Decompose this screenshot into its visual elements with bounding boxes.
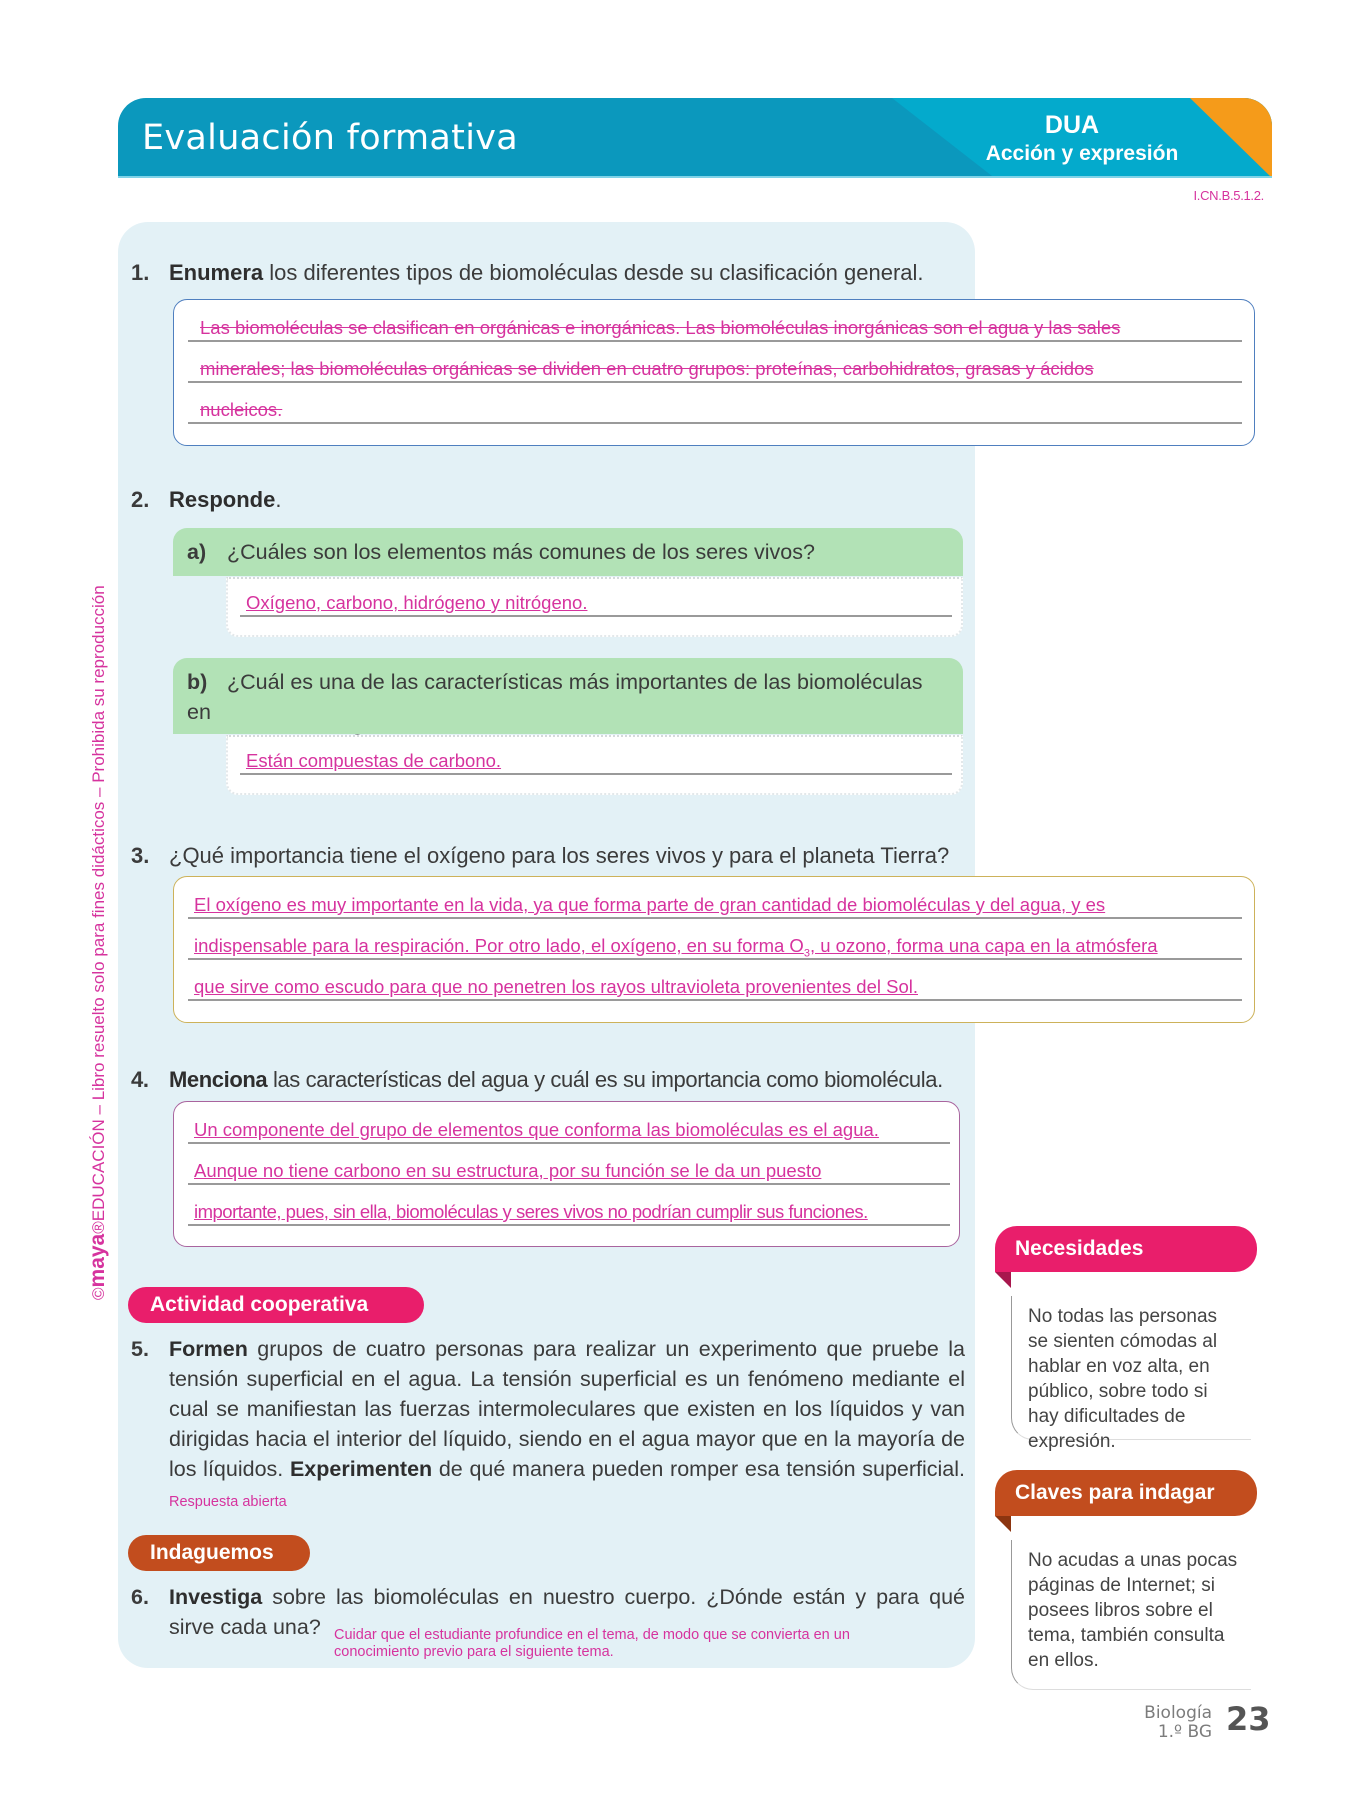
sub-question-label: a) — [187, 540, 207, 564]
fold-corner — [995, 1272, 1011, 1288]
question-number: 2. — [131, 487, 150, 512]
page-number: 23 — [1226, 1700, 1271, 1738]
answer-box-4[interactable] — [173, 1101, 960, 1247]
question-number: 4. — [131, 1067, 149, 1092]
question-verb: Formen — [169, 1337, 248, 1361]
question-2 — [131, 485, 531, 515]
question-verb: Investiga — [169, 1585, 263, 1609]
answer-line: que sirve como escudo para que no penetren los rayos ultravioleta provenientes del Sol. — [188, 973, 1242, 1001]
question-number: 6. — [131, 1585, 149, 1609]
answer-line: Aunque no tiene carbono en su estructura, por su función se le da un puesto — [188, 1157, 950, 1185]
question-2b — [173, 658, 963, 734]
answer-box-1[interactable] — [173, 299, 1255, 446]
question-number: 5. — [131, 1337, 149, 1361]
sidebar-box-necesidades: No todas las personas se sienten cómodas al hablar en voz alta, en público, sobre todo si hay dificultades de expresión. — [1011, 1296, 1251, 1440]
question-text: . — [275, 487, 282, 512]
answer-box-2b[interactable] — [226, 735, 963, 795]
page-title: Evaluación formativa — [142, 118, 518, 158]
question-4 — [131, 1065, 971, 1095]
teacher-note-6 — [334, 1627, 934, 1661]
question-verb-2: Experimenten — [289, 1457, 433, 1481]
question-verb: Enumera — [169, 260, 264, 285]
sidebar-title-necesidades: Necesidades educativas — [995, 1226, 1257, 1272]
answer-line: importante, pues, sin ella, biomoléculas y seres vivos no podrían cumplir sus funciones. — [188, 1198, 950, 1226]
answer-line: nucleicos. — [188, 396, 1242, 424]
question-text: grupos de cuatro personas para realizar un experimento que pruebe la tensión superficial en el agua. La tensión superficial es un fenómeno mediante el cual se manifiestan las fuerzas intermoleculares que existen en los líquidos y van dirigidas hacia el interior del líquido, siendo en el agua mayor que en la mayoría de los líquidos. — [169, 1337, 965, 1481]
answer-line: Están compuestas de carbono. — [240, 747, 952, 775]
section-label-indaguemos: Indaguemos — [128, 1535, 310, 1571]
question-verb: Responde — [169, 487, 276, 512]
question-number: 1. — [131, 260, 150, 285]
copyright-symbol: © — [89, 1287, 108, 1300]
copyright-side-text — [86, 585, 110, 1300]
question-text: ¿Qué importancia tiene el oxígeno para los seres vivos y para el planeta Tierra? — [169, 843, 950, 868]
sub-question-label: b) — [187, 670, 208, 694]
answer-line: Las biomoléculas se clasifican en orgánicas e inorgánicas. Las biomoléculas inorgánicas son el agua y las sales — [188, 314, 1242, 342]
answer-box-2a[interactable] — [226, 577, 963, 637]
sub-question-text: ¿Cuáles son los elementos más comunes de los seres vivos? — [227, 540, 815, 564]
brand-logo: maya — [86, 1233, 109, 1288]
question-3 — [131, 841, 971, 871]
question-5 — [131, 1334, 965, 1517]
answer-line: minerales; las biomoléculas orgánicas se dividen en cuatro grupos: proteínas, carbohidratos, grasas y ácidos — [188, 355, 1242, 383]
page-header — [118, 98, 1272, 178]
answer-line: Oxígeno, carbono, hidrógeno y nitrógeno. — [240, 589, 952, 617]
dua-subtitle: Acción y expresión — [985, 142, 1179, 165]
answer-line: El oxígeno es muy importante en la vida, ya que forma parte de gran cantidad de biomoléculas y del agua, y es — [188, 891, 1242, 919]
question-text: las características del agua y cuál es su importancia como biomolécula. — [267, 1067, 943, 1092]
subscript-3: 3 — [803, 947, 810, 960]
sub-question-text: ¿Cuál es una de las características más importantes de las biomoléculas en — [187, 670, 923, 724]
teacher-note-line: conocimiento previo para el siguiente tema. — [334, 1644, 614, 1660]
sidebar-title-claves: Claves para indagar — [995, 1470, 1257, 1516]
question-1 — [131, 258, 961, 288]
question-text: sobre las biomoléculas en nuestro cuerpo. ¿Dónde están y para qué sirve cada una? — [169, 1585, 965, 1639]
registered-symbol: ® — [89, 1221, 108, 1234]
answer-box-3[interactable] — [173, 876, 1255, 1023]
question-text-2: de qué manera pueden romper esa tensión superficial. — [432, 1457, 966, 1481]
curriculum-indicator: I.CN.B.5.1.2. — [1193, 188, 1264, 203]
teacher-note: Respuesta abierta — [169, 1494, 287, 1510]
copyright-text: EDUCACIÓN – Libro resuelto solo para fines didácticos – Prohibida su reproducción — [89, 585, 108, 1222]
question-verb: Menciona — [169, 1067, 268, 1092]
footer-subject — [1100, 1704, 1212, 1742]
fold-corner — [995, 1516, 1011, 1532]
dua-title: DUA — [1044, 111, 1100, 139]
teacher-note-line: Cuidar que el estudiante profundice en el tema, de modo que se convierta en un — [334, 1627, 850, 1643]
subject-name: Biología — [1144, 1703, 1212, 1723]
question-2a — [173, 528, 963, 576]
question-number: 3. — [131, 843, 150, 868]
answer-line: indispensable para la respiración. Por otro lado, el oxígeno, en su forma $O_3$, u ozono, forma una capa en la atmósfera — [188, 932, 1242, 960]
answer-line: Un componente del grupo de elementos que conforma las biomoléculas es el agua. — [188, 1116, 950, 1144]
section-label-actividad-cooperativa: Actividad cooperativa — [128, 1287, 424, 1323]
grade-level: 1.º BG — [1157, 1722, 1212, 1742]
question-text: los diferentes tipos de biomoléculas desde su clasificación general. — [263, 260, 924, 285]
sidebar-box-claves: No acudas a unas pocas páginas de Internet; si posees libros sobre el tema, también consulta en ellos. — [1011, 1540, 1251, 1690]
